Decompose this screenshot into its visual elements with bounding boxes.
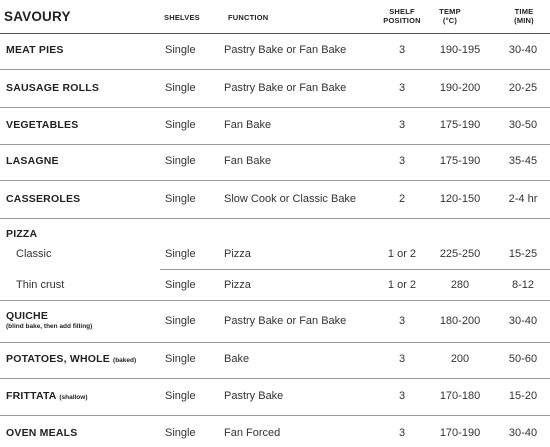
row-temp: 200 [450, 353, 470, 365]
header-shelf-position: SHELF POSITION [383, 7, 421, 25]
table-row-quiche [0, 300, 550, 342]
row-temp: 225-250 [439, 248, 481, 260]
row-function: Pastry Bake or Fan Bake [224, 44, 347, 56]
row-function: Pizza [224, 248, 251, 260]
row-function: Fan Bake [224, 119, 272, 131]
row-function: Fan Bake [224, 155, 272, 167]
row-shelves: Single [165, 82, 196, 94]
row-time: 20-25 [508, 82, 538, 94]
table-row-frittata [0, 378, 550, 415]
header-savoury: SAVOURY [4, 9, 71, 24]
table-row-oven-meals [0, 415, 550, 447]
row-name: LASAGNE [6, 155, 59, 167]
row-name: VEGETABLES [6, 119, 79, 131]
row-note: (blind bake, then add filling) [6, 323, 93, 330]
row-shelf-position: 3 [398, 155, 406, 167]
row-function: Pastry Bake or Fan Bake [224, 315, 347, 327]
row-shelf-position: 3 [398, 427, 406, 439]
row-subname-classic: Classic [16, 248, 52, 260]
header-shelves: SHELVES [164, 13, 200, 22]
table-row-group-pizza [0, 218, 550, 300]
row-shelves: Single [165, 44, 196, 56]
row-subname-thin-crust: Thin crust [16, 279, 65, 291]
row-time: 50-60 [508, 353, 538, 365]
row-shelf-position: 3 [398, 353, 406, 365]
row-time: 15-20 [508, 390, 538, 402]
row-name: CASSEROLES [6, 193, 81, 205]
row-function: Pastry Bake [224, 390, 284, 402]
row-temp: 170-190 [439, 427, 481, 439]
header-temp: TEMP (°C) [439, 7, 461, 25]
row-shelves: Single [165, 248, 196, 260]
row-shelf-position: 3 [398, 44, 406, 56]
row-function: Slow Cook or Classic Bake [224, 193, 357, 205]
row-shelf-position: 3 [398, 82, 406, 94]
table-row-potatoes [0, 342, 550, 378]
row-temp: 175-190 [439, 155, 481, 167]
row-time: 15-25 [508, 248, 538, 260]
row-time: 35-45 [508, 155, 538, 167]
row-shelves: Single [165, 353, 196, 365]
row-name: QUICHE [6, 310, 49, 322]
table-row-lasagne [0, 144, 550, 180]
row-name: FRITTATA (shallow) [6, 390, 88, 402]
row-temp: 190-195 [439, 44, 481, 56]
row-group-name: PIZZA [6, 228, 38, 240]
row-note: (baked) [113, 357, 137, 364]
row-name: MEAT PIES [6, 44, 64, 56]
row-function: Pizza [224, 279, 251, 291]
row-time: 30-40 [508, 44, 538, 56]
row-function: Fan Forced [224, 427, 281, 439]
row-shelves: Single [165, 119, 196, 131]
header-function: FUNCTION [228, 13, 269, 22]
row-shelves: Single [165, 315, 196, 327]
row-shelves: Single [165, 390, 196, 402]
row-shelves: Single [165, 193, 196, 205]
table-row-meat-pies [0, 33, 550, 69]
row-time: 30-40 [508, 427, 538, 439]
row-shelf-position: 3 [398, 315, 406, 327]
row-shelf-position: 1 or 2 [387, 279, 417, 291]
table-row-casseroles [0, 180, 550, 218]
row-shelves: Single [165, 279, 196, 291]
row-note: (shallow) [59, 394, 88, 401]
row-shelf-position: 1 or 2 [387, 248, 417, 260]
row-temp: 175-190 [439, 119, 481, 131]
row-shelf-position: 3 [398, 390, 406, 402]
row-time: 8-12 [511, 279, 535, 291]
row-shelves: Single [165, 155, 196, 167]
row-name: OVEN MEALS [6, 427, 78, 439]
row-temp: 280 [450, 279, 470, 291]
row-name: POTATOES, WHOLE (baked) [6, 353, 137, 365]
row-divider-partial [160, 269, 550, 270]
row-shelves: Single [165, 427, 196, 439]
row-shelf-position: 3 [398, 119, 406, 131]
row-temp: 180-200 [439, 315, 481, 327]
table-row-sausage-rolls [0, 69, 550, 107]
row-temp: 190-200 [439, 82, 481, 94]
header-time: TIME (MIN) [514, 7, 534, 25]
table-row-vegetables [0, 107, 550, 144]
table-header [0, 0, 550, 34]
row-temp: 120-150 [439, 193, 481, 205]
row-name: SAUSAGE ROLLS [6, 82, 100, 94]
row-function: Pastry Bake or Fan Bake [224, 82, 347, 94]
row-shelf-position: 2 [398, 193, 406, 205]
row-time: 30-50 [508, 119, 538, 131]
row-function: Bake [224, 353, 250, 365]
row-time: 30-40 [508, 315, 538, 327]
row-temp: 170-180 [439, 390, 481, 402]
row-time: 2-4 hr [508, 193, 538, 205]
